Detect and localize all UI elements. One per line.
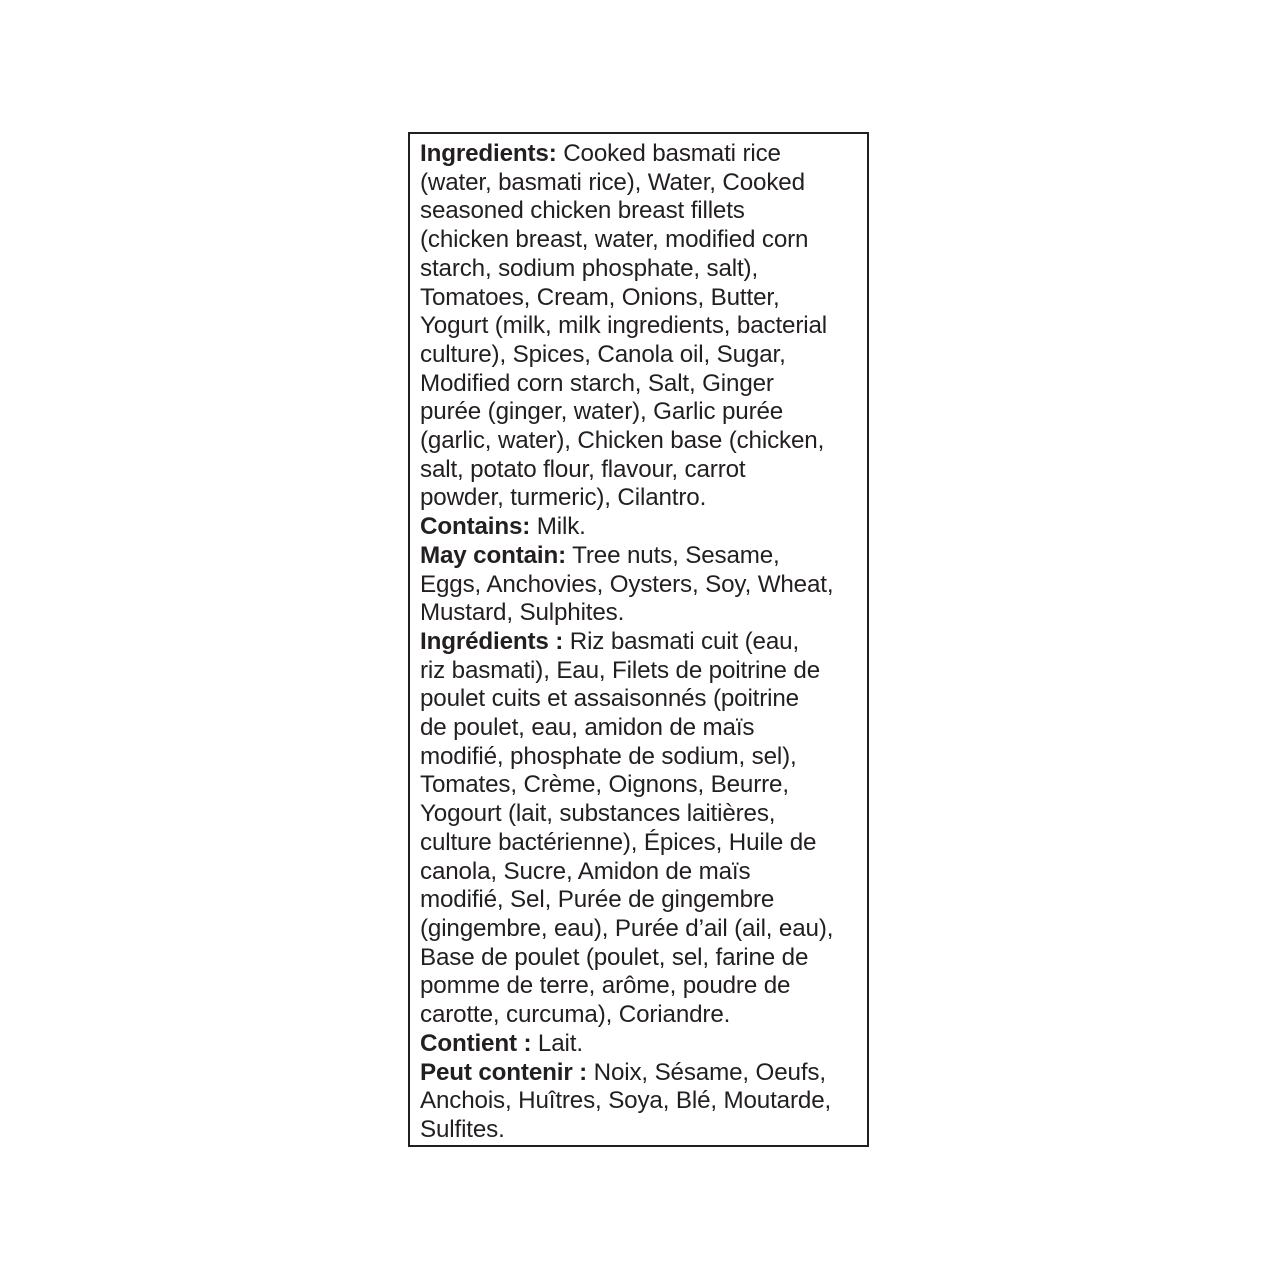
- ingredients-label-panel: [408, 132, 869, 1147]
- text-line: Yogurt (milk, milk ingredients, bacterial: [420, 312, 827, 340]
- text-line: pomme de terre, arôme, poudre de: [420, 972, 791, 1000]
- text-line: Peut contenir : Noix, Sésame, Oeufs,: [420, 1058, 826, 1086]
- text-line: salt, potato flour, flavour, carrot: [420, 455, 746, 483]
- text-line: Tomates, Crème, Oignons, Beurre,: [420, 771, 789, 799]
- may-contain-heading-fr: Peut contenir :: [420, 1058, 588, 1086]
- french-may-contain: [420, 1059, 859, 1145]
- text-line: modifié, Sel, Purée de gingembre: [420, 886, 775, 914]
- text-line: (gingembre, eau), Purée d’ail (ail, eau),: [420, 914, 834, 942]
- french-ingredients: [420, 628, 859, 1030]
- text-line: canola, Sucre, Amidon de maïs: [420, 857, 751, 885]
- text-line: Ingrédients : Riz basmati cuit (eau,: [420, 627, 800, 655]
- text-line: modifié, phosphate de sodium, sel),: [420, 742, 797, 770]
- text-line: seasoned chicken breast fillets: [420, 197, 745, 225]
- english-contains: [420, 513, 859, 542]
- text-line: Tomatoes, Cream, Onions, Butter,: [420, 283, 780, 311]
- text-line: Contains: Milk.: [420, 513, 586, 541]
- text-line: purée (ginger, water), Garlic purée: [420, 398, 784, 426]
- text-line: carotte, curcuma), Coriandre.: [420, 1001, 731, 1029]
- contains-heading-fr: Contient :: [420, 1029, 532, 1057]
- text-line: Ingredients: Cooked basmati rice: [420, 140, 781, 167]
- text-line: (garlic, water), Chicken base (chicken,: [420, 427, 825, 455]
- english-ingredients: [420, 140, 859, 513]
- text-line: Mustard, Sulphites.: [420, 599, 625, 627]
- text-line: Modified corn starch, Salt, Ginger: [420, 369, 774, 397]
- text-line: riz basmati), Eau, Filets de poitrine de: [420, 656, 820, 684]
- ingredients-heading-en: Ingredients:: [420, 140, 557, 167]
- text-line: Sulfites.: [420, 1115, 505, 1143]
- text-line: (chicken breast, water, modified corn: [420, 226, 809, 254]
- text-line: Eggs, Anchovies, Oysters, Soy, Wheat,: [420, 570, 834, 598]
- text-line: (water, basmati rice), Water, Cooked: [420, 168, 805, 196]
- text-line: poulet cuits et assaisonnés (poitrine: [420, 685, 799, 713]
- ingredients-heading-fr: Ingrédients :: [420, 627, 564, 655]
- french-contains: [420, 1030, 859, 1059]
- text-line: Yogourt (lait, substances laitières,: [420, 800, 776, 828]
- text-line: de poulet, eau, amidon de maïs: [420, 714, 755, 742]
- text-line: Contient : Lait.: [420, 1029, 583, 1057]
- may-contain-heading-en: May contain:: [420, 541, 567, 569]
- english-may-contain: [420, 542, 859, 628]
- text-line: culture), Spices, Canola oil, Sugar,: [420, 340, 786, 368]
- contains-heading-en: Contains:: [420, 513, 531, 541]
- text-line: Anchois, Huîtres, Soya, Blé, Moutarde,: [420, 1087, 832, 1115]
- text-line: May contain: Tree nuts, Sesame,: [420, 541, 780, 569]
- text-line: powder, turmeric), Cilantro.: [420, 484, 707, 512]
- text-line: culture bactérienne), Épices, Huile de: [420, 828, 817, 856]
- text-line: Base de poulet (poulet, sel, farine de: [420, 943, 809, 971]
- text-line: starch, sodium phosphate, salt),: [420, 254, 759, 282]
